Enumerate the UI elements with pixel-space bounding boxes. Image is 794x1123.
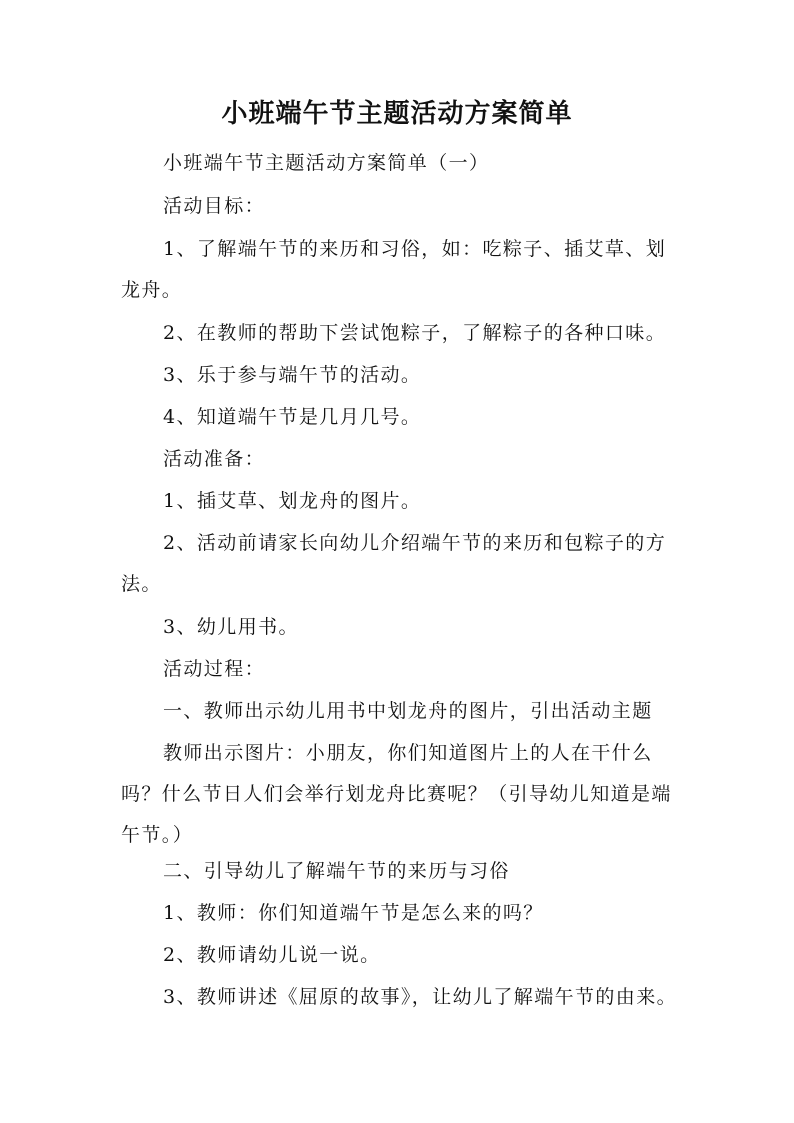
paragraph-goal-2: 2、在教师的帮助下尝试饱粽子，了解粽子的各种口味。 — [163, 322, 667, 344]
paragraph-prep-3: 3、幼儿用书。 — [163, 616, 299, 638]
section-heading-preparation: 活动准备： — [163, 448, 266, 470]
subtitle-paragraph: 小班端午节主题活动方案简单（一） — [163, 152, 490, 174]
paragraph-prep-1: 1、插艾草、划龙舟的图片。 — [163, 490, 422, 512]
paragraph-process-2-1: 1、教师：你们知道端午节是怎么来的吗？ — [163, 902, 544, 924]
paragraph-process-2-2: 2、教师请幼儿说一说。 — [163, 944, 381, 966]
paragraph-goal-3: 3、乐于参与端午节的活动。 — [163, 364, 422, 386]
section-heading-process: 活动过程： — [163, 658, 266, 680]
paragraph-prep-2: 2、活动前请家长向幼儿介绍端午节的来历和包粽子的方法。 — [121, 532, 667, 595]
paragraph-process-dialogue: 教师出示图片：小朋友，你们知道图片上的人在干什么吗？什么节日人们会举行划龙舟比赛呢？（引导幼儿知道是端午节。） — [121, 742, 672, 846]
section-heading-goals: 活动目标： — [163, 195, 266, 217]
paragraph-goal-1: 1、了解端午节的来历和习俗，如：吃粽子、插艾草、划龙舟。 — [121, 238, 667, 301]
paragraph-process-step-1: 一、教师出示幼儿用书中划龙舟的图片，引出活动主题 — [163, 700, 653, 722]
paragraph-goal-4: 4、知道端午节是几月几号。 — [163, 406, 422, 428]
document-title: 小班端午节主题活动方案简单 — [221, 99, 573, 129]
paragraph-process-2-3: 3、教师讲述《屈原的故事》，让幼儿了解端午节的由来。 — [163, 986, 677, 1008]
paragraph-process-step-2: 二、引导幼儿了解端午节的来历与习俗 — [163, 860, 510, 882]
